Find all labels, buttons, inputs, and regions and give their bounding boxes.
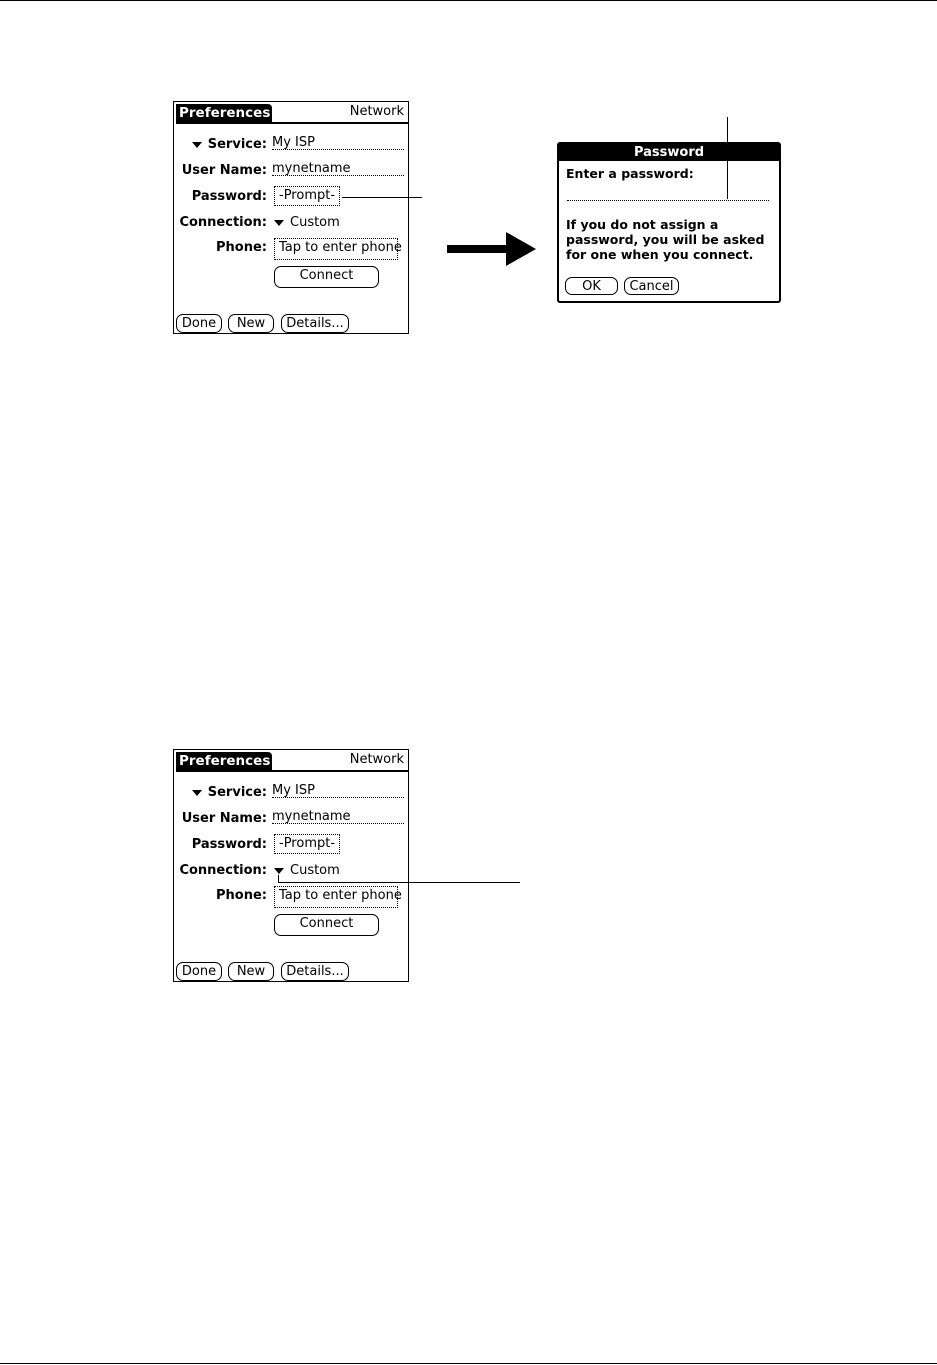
connection-picker[interactable]: Custom [274,863,340,879]
app-title: Preferences [176,104,272,122]
service-dropdown-arrow-icon [192,790,202,796]
password-prompt: Enter a password: [566,166,694,181]
password-label: Password: [191,837,267,852]
top-rule [0,0,937,1]
dialog-message-line-3: for one when you connect. [566,247,754,262]
panel-picker[interactable]: Network [349,104,404,119]
phone-label: Phone: [216,240,267,255]
right-arrow-icon [506,232,536,266]
password-field[interactable]: -Prompt- [274,834,340,854]
password-callout-line [342,197,422,198]
bottom-rule [0,1363,937,1364]
connection-dropdown-arrow-icon [274,868,284,874]
phone-label: Phone: [216,888,267,903]
phone-field[interactable]: Tap to enter phone [274,238,398,260]
details-button[interactable]: Details... [281,962,349,981]
dialog-title: Password [559,144,779,161]
service-label[interactable]: Service: [192,785,267,801]
connection-callout-line [278,882,520,883]
password-dialog [557,142,781,303]
service-dropdown-arrow-icon [192,142,202,148]
dialog-message-line-1: If you do not assign a [566,217,719,232]
cancel-button[interactable]: Cancel [624,277,679,295]
service-underline [272,149,404,150]
password-entry-line[interactable] [567,200,769,201]
username-underline [272,823,404,824]
right-arrow-shaft [447,245,511,253]
connection-label: Connection: [179,863,267,878]
username-label: User Name: [181,163,267,178]
connection-dropdown-arrow-icon [274,220,284,226]
password-field[interactable]: -Prompt- [274,186,340,206]
service-label[interactable]: Service: [192,137,267,153]
title-bar [176,104,408,124]
password-label: Password: [191,189,267,204]
username-field[interactable]: mynetname [272,809,351,824]
username-underline [272,175,404,176]
title-bar [176,752,408,772]
username-field[interactable]: mynetname [272,161,351,176]
new-button[interactable]: New [228,962,274,981]
done-button[interactable]: Done [176,962,222,981]
new-button[interactable]: New [228,314,274,333]
app-title: Preferences [176,752,272,770]
service-underline [272,797,404,798]
connect-button[interactable]: Connect [274,266,379,288]
service-value: My ISP [272,135,315,150]
username-label: User Name: [181,811,267,826]
phone-field[interactable]: Tap to enter phone [274,886,398,908]
panel-picker[interactable]: Network [349,752,404,767]
network-preferences-screen-2 [173,749,409,982]
connect-button[interactable]: Connect [274,914,379,936]
connection-picker[interactable]: Custom [274,215,340,231]
dialog-message-line-2: password, you will be asked [566,232,765,247]
details-button[interactable]: Details... [281,314,349,333]
connection-label: Connection: [179,215,267,230]
done-button[interactable]: Done [176,314,222,333]
service-value: My ISP [272,783,315,798]
ok-button[interactable]: OK [565,277,618,295]
dialog-callout-line [727,117,728,199]
network-preferences-screen-1 [173,101,409,334]
